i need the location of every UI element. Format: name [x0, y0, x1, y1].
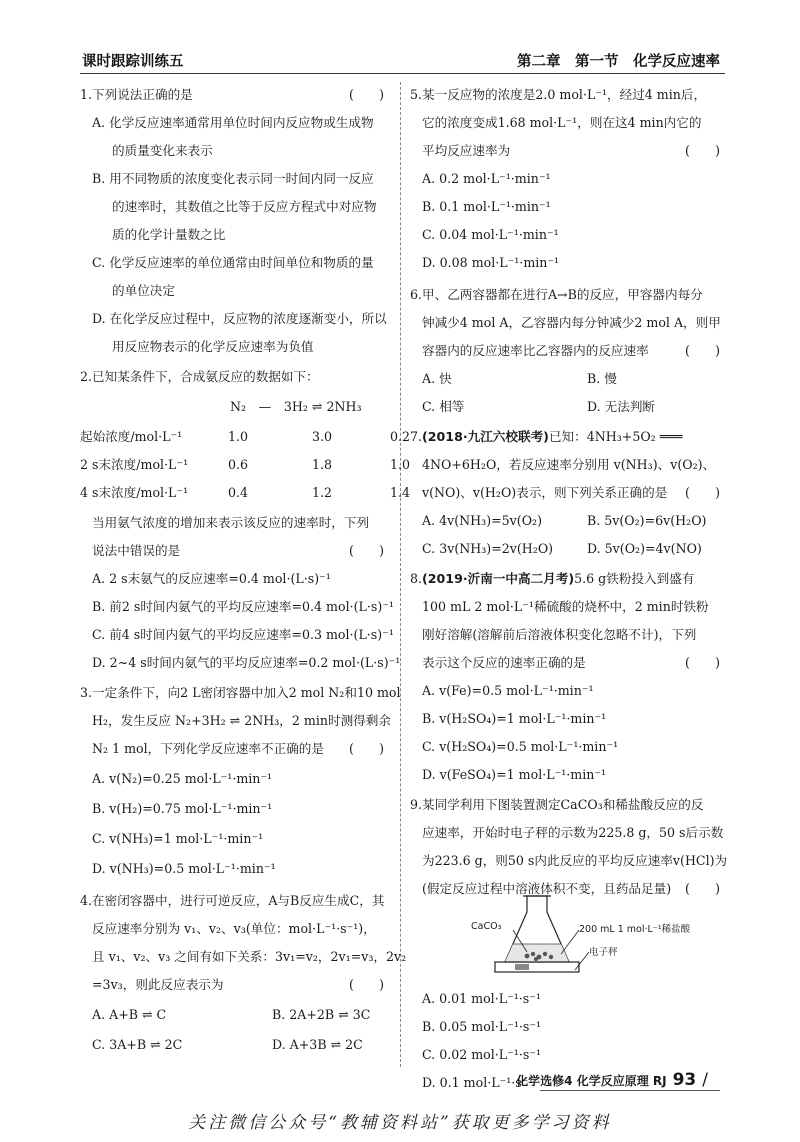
- q2-option-a: A. 2 s末氨气的反应速率=0.4 mol·(L·s)⁻¹: [92, 571, 331, 586]
- q6-options-cd: [410, 395, 728, 419]
- q7-stem-cont: 4NO+6H₂O，若反应速率分别用 v(NH₃)、v(O₂)、: [422, 457, 716, 472]
- q1-answer-paren: ( ): [348, 87, 384, 102]
- q9-option-b: B. 0.05 mol·L⁻¹·s⁻¹: [422, 1019, 542, 1034]
- q3-stem-cont: H₂，发生反应 N₂+3H₂ ⇌ 2NH₃，2 min时测得剩余: [92, 713, 391, 728]
- q6-stem-cont2: [410, 339, 728, 363]
- q8-option-d: D. v(FeSO₄)=1 mol·L⁻¹·min⁻¹: [422, 767, 607, 782]
- q1-option-a: A. 化学反应速率通常用单位时间内反应物或生成物: [92, 115, 374, 130]
- q5-answer-paren: ( ): [684, 143, 720, 158]
- q5-option-b: B. 0.1 mol·L⁻¹·min⁻¹: [422, 199, 551, 214]
- watermark-text: 关注微信公众号“教辅资料站”获取更多学习资料: [188, 1113, 612, 1133]
- q1-stem-line: [80, 83, 392, 107]
- q1-stem: 1.下列说法正确的是: [80, 87, 193, 102]
- q9-option-d: D. 0.1 mol·L⁻¹·s⁻¹: [422, 1075, 534, 1090]
- q5-stem-cont2: [410, 139, 728, 163]
- q9-apparatus-figure: [465, 890, 691, 994]
- q8-stem-cont3: [410, 651, 728, 675]
- q3-stem-text: N₂ 1 mol，下列化学反应速率不正确的是: [92, 741, 324, 756]
- q4-stem-text: =3v₃，则此反应表示为: [92, 977, 224, 992]
- q7-stem-text: v(NO)、v(H₂O)表示，则下列关系正确的是: [422, 485, 668, 500]
- q2-stem2-cont: [80, 539, 392, 563]
- q2-equation: N₂ — 3H₂ ⇌ 2NH₃: [230, 399, 362, 414]
- q6-answer-paren: ( ): [684, 343, 720, 358]
- footer-book-title: 化学选修4 化学反应原理 RJ: [516, 1074, 667, 1088]
- q3-option-c: C. v(NH₃)=1 mol·L⁻¹·min⁻¹: [92, 831, 264, 846]
- q9-stem-cont2: 为223.6 g，则50 s内此反应的平均反应速率v(HCl)为: [422, 853, 728, 868]
- q8-stem-cont2: 刚好溶解(溶解前后溶液体积变化忽略不计)，下列: [422, 627, 697, 642]
- q8-number: 8.: [410, 571, 423, 586]
- q7-source-tag: (2018·九江六校联考): [422, 429, 549, 444]
- q4-option-b: B. 2A+2B ⇌ 3C: [272, 1007, 371, 1022]
- q8-stem-text: 表示这个反应的速率正确的是: [422, 655, 586, 670]
- q2-stem: 2.已知某条件下，合成氨反应的数据如下：: [80, 369, 319, 384]
- q9-option-c: C. 0.02 mol·L⁻¹·s⁻¹: [422, 1047, 542, 1062]
- q1-option-d: D. 在化学反应过程中，反应物的浓度逐渐变小，所以: [92, 311, 387, 326]
- q3-answer-paren: ( ): [348, 741, 384, 756]
- q1-option-c: C. 化学反应速率的单位通常由时间单位和物质的量: [92, 255, 374, 270]
- q8-option-b: B. v(H₂SO₄)=1 mol·L⁻¹·min⁻¹: [422, 711, 607, 726]
- q9-stem-text: (假定反应过程中溶液体积不变，且药品足量): [422, 881, 672, 896]
- q2-answer-paren: ( ): [348, 543, 384, 558]
- q2-row-label: 起始浓度/mol·L⁻¹: [80, 429, 183, 444]
- q4-stem: 4.在密闭容器中，进行可逆反应，A与B反应生成C，其: [80, 893, 385, 908]
- q4-answer-paren: ( ): [348, 977, 384, 992]
- header-right-title: 第二章 第一节 化学反应速率: [517, 54, 720, 70]
- q7-option-b: B. 5v(O₂)=6v(H₂O): [587, 513, 707, 528]
- q7-option-c: C. 3v(NH₃)=2v(H₂O): [422, 541, 554, 556]
- q2-option-c: C. 前4 s时间内氨气的平均反应速率=0.3 mol·(L·s)⁻¹: [92, 627, 394, 642]
- q7-options-ab: [410, 509, 728, 533]
- q1-option-d-cont: 用反应物表示的化学反应速率为负值: [112, 339, 314, 354]
- q2-row: [80, 453, 411, 477]
- q8-source-tag: (2019·沂南一中高二月考): [422, 571, 575, 586]
- q2-stem2-text: 说法中错误的是: [92, 543, 181, 558]
- q2-row: [80, 481, 411, 505]
- q2-cell: 1.2: [312, 485, 333, 500]
- footer-slash: /: [702, 1070, 708, 1090]
- q6-options-ab: [410, 367, 728, 391]
- q6-stem-cont: 钟减少4 mol A，乙容器内每分钟减少2 mol A，则甲: [422, 315, 721, 330]
- q1-option-b-cont2: 质的化学计量数之比: [112, 227, 226, 242]
- q2-cell: 3.0: [312, 429, 333, 444]
- q6-stem-text: 容器内的反应速率比乙容器内的反应速率: [422, 343, 649, 358]
- q3-option-a: A. v(N₂)=0.25 mol·L⁻¹·min⁻¹: [92, 771, 273, 786]
- q4-options-cd: [80, 1033, 392, 1057]
- q1-option-c-cont: 的单位决定: [112, 283, 175, 298]
- q9-stem: 9.某同学利用下图装置测定CaCO₃和稀盐酸反应的反: [410, 797, 704, 812]
- page-footer: [516, 1070, 708, 1090]
- q4-stem-cont: 反应速率分别为 v₁、v₂、v₃(单位：mol·L⁻¹·s⁻¹)，: [92, 921, 376, 936]
- flask-on-scale-diagram: [465, 890, 665, 990]
- q4-stem-cont2: 且 v₁、v₂、v₃ 之间有如下关系：3v₁=v₂，2v₁=v₃，2v₂: [92, 949, 407, 964]
- q8-stem-cont: 100 mL 2 mol·L⁻¹稀硫酸的烧杯中，2 min时铁粉: [422, 599, 709, 614]
- q8-option-a: A. v(Fe)=0.5 mol·L⁻¹·min⁻¹: [422, 683, 594, 698]
- q5-option-a: A. 0.2 mol·L⁻¹·min⁻¹: [422, 171, 551, 186]
- q7-stem-text: 已知：4NH₃+5O₂ ═══: [548, 429, 683, 444]
- q8-option-c: C. v(H₂SO₄)=0.5 mol·L⁻¹·min⁻¹: [422, 739, 619, 754]
- q2-row-label: 4 s末浓度/mol·L⁻¹: [80, 485, 189, 500]
- q7-number: 7.: [410, 429, 423, 444]
- q2-cell: 0.2: [390, 429, 411, 444]
- q4-option-d: D. A+3B ⇌ 2C: [272, 1037, 363, 1052]
- q2-cell: 1.0: [228, 429, 249, 444]
- footer-rule: [540, 1090, 720, 1091]
- q6-option-a: A. 快: [422, 371, 452, 386]
- q9-fig-scale-label: 电子秤: [589, 947, 618, 958]
- q2-row: [80, 425, 411, 449]
- q8-stem-text: 5.6 g铁粉投入到盛有: [574, 571, 695, 586]
- q2-cell: 1.0: [390, 457, 411, 472]
- q6-stem: 6.甲、乙两容器都在进行A→B的反应，甲容器内每分: [410, 287, 703, 302]
- q9-stem-cont: 应速率，开始时电子秤的示数为225.8 g，50 s后示数: [422, 825, 724, 840]
- header-left-title: 课时跟踪训练五: [82, 54, 184, 70]
- q7-option-d: D. 5v(O₂)=4v(NO): [587, 541, 702, 556]
- q4-option-a: A. A+B ⇌ C: [92, 1007, 167, 1022]
- column-divider: [400, 82, 401, 1067]
- q2-cell: 1.8: [312, 457, 333, 472]
- q3-option-b: B. v(H₂)=0.75 mol·L⁻¹·min⁻¹: [92, 801, 273, 816]
- q3-stem: 3.一定条件下，向2 L密闭容器中加入2 mol N₂和10 mol: [80, 685, 401, 700]
- q8-stem: [410, 567, 728, 591]
- q3-option-d: D. v(NH₃)=0.5 mol·L⁻¹·min⁻¹: [92, 861, 276, 876]
- q3-stem-cont2: [80, 737, 392, 761]
- q1-option-b-cont: 的速率时，其数值之比等于反应方程式中对应物: [112, 199, 377, 214]
- q5-option-d: D. 0.08 mol·L⁻¹·min⁻¹: [422, 255, 560, 270]
- q5-stem-cont: 它的浓度变成1.68 mol·L⁻¹，则在这4 min内它的: [422, 115, 702, 130]
- q2-cell: 0.6: [228, 457, 249, 472]
- q7-answer-paren: ( ): [684, 485, 720, 500]
- q9-fig-caco3-label: CaCO₃: [471, 921, 502, 932]
- q2-equation-line: [80, 395, 392, 419]
- q7-options-cd: [410, 537, 728, 561]
- q4-option-c: C. 3A+B ⇌ 2C: [92, 1037, 183, 1052]
- page-number: 93: [672, 1070, 697, 1090]
- q7-stem-cont2: [410, 481, 728, 505]
- q9-answer-paren: ( ): [684, 881, 720, 896]
- q2-cell: 1.4: [390, 485, 411, 500]
- q5-stem: 5.某一反应物的浓度是2.0 mol·L⁻¹，经过4 min后，: [410, 87, 707, 102]
- q2-row-label: 2 s末浓度/mol·L⁻¹: [80, 457, 189, 472]
- q6-option-b: B. 慢: [587, 371, 617, 386]
- q7-stem: [410, 425, 728, 449]
- q5-option-c: C. 0.04 mol·L⁻¹·min⁻¹: [422, 227, 559, 242]
- q4-options-ab: [80, 1003, 392, 1027]
- q2-cell: 0.4: [228, 485, 249, 500]
- q1-option-a-cont: 的质量变化来表示: [112, 143, 213, 158]
- q8-answer-paren: ( ): [684, 655, 720, 670]
- q7-option-a: A. 4v(NH₃)=5v(O₂): [422, 513, 542, 528]
- q2-stem2: 当用氨气浓度的增加来表示该反应的速率时，下列: [92, 515, 370, 530]
- q9-option-a: A. 0.01 mol·L⁻¹·s⁻¹: [422, 991, 541, 1006]
- q1-option-b: B. 用不同物质的浓度变化表示同一时间内同一反应: [92, 171, 374, 186]
- q5-stem-text: 平均反应速率为: [422, 143, 511, 158]
- q6-option-c: C. 相等: [422, 399, 465, 414]
- header-rule: [80, 73, 725, 74]
- q2-option-b: B. 前2 s时间内氨气的平均反应速率=0.4 mol·(L·s)⁻¹: [92, 599, 394, 614]
- q9-fig-acid-label: 200 mL 1 mol·L⁻¹稀盐酸: [579, 924, 691, 935]
- q4-stem-cont3: [80, 973, 392, 997]
- q6-option-d: D. 无法判断: [587, 399, 656, 414]
- q2-option-d: D. 2~4 s时间内氨气的平均反应速率=0.2 mol·(L·s)⁻¹: [92, 655, 401, 670]
